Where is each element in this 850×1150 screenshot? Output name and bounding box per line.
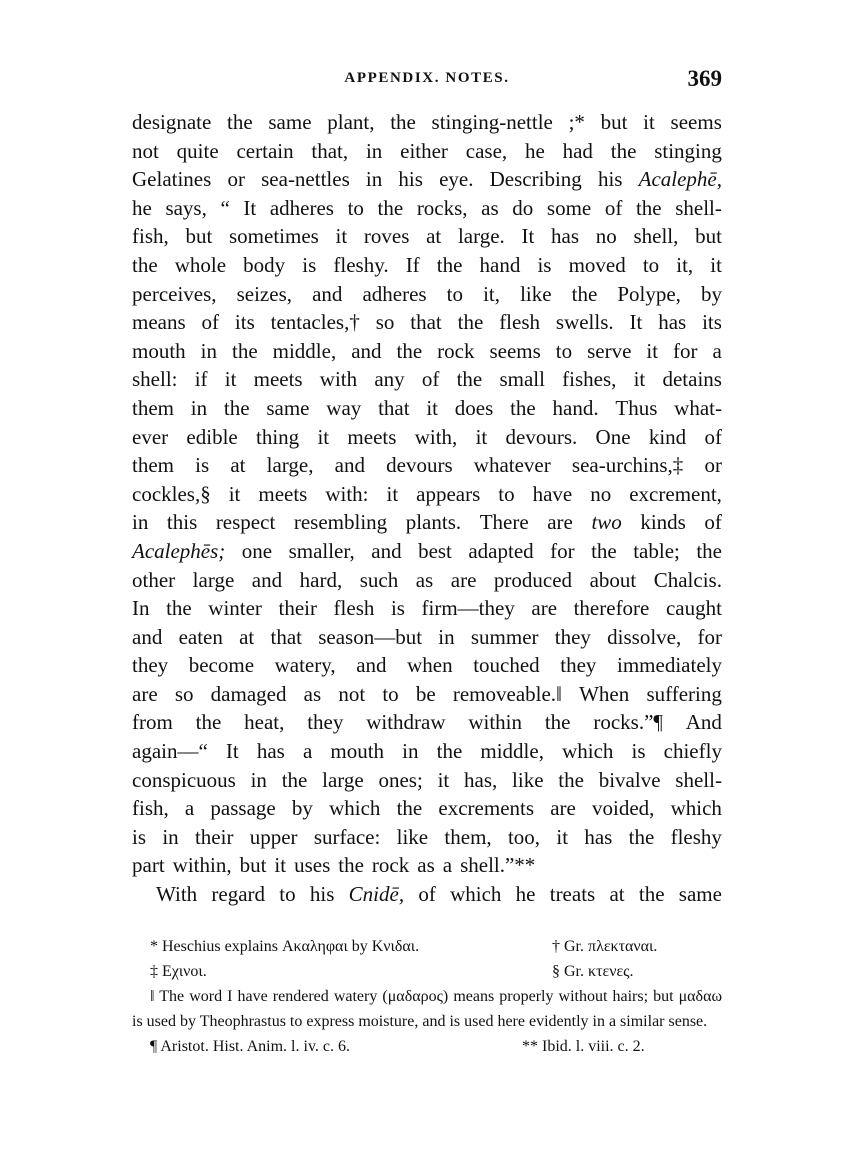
body-line: means of its tentacles,† so that the flesh swells. It has its [132, 310, 722, 335]
footnote-row-1 [132, 934, 722, 959]
body-line: fish, but sometimes it roves at large. It has no shell, but [132, 224, 722, 249]
body-line: Acalephēs; one smaller, and best adapted for the table; the [132, 538, 722, 563]
body-line: in this respect resembling plants. There are two kinds of [132, 510, 722, 535]
footnote-dagger: † Gr. πλεκταναι. [552, 938, 658, 955]
body-line: part within, but it uses the rock as a shell.”** [132, 853, 536, 878]
body-line: conspicuous in the large ones; it has, like the bivalve shell- [132, 767, 722, 792]
footnote-asterisk: * Heschius explains Ακαληφαι by Κνιδαι. [150, 938, 420, 955]
body-line: is in their upper surface: like them, too, it has the fleshy [132, 824, 722, 849]
footnote-parallel: ‖ The word I have rendered watery (μαδαρος) means properly without hairs; but μαδαω is used by Theophrastus to express moisture, and is used here evidently in a similar sense. [132, 988, 722, 1030]
body-line: are so damaged as not to be removeable.‖ When suffering [132, 681, 722, 706]
body-line: other large and hard, such as are produced about Chalcis. [132, 567, 722, 592]
footnotes [132, 934, 722, 1059]
footnote-pilcrow: ¶ Aristot. Hist. Anim. l. iv. c. 6. [150, 1038, 350, 1055]
footnote-double-asterisk: ** Ibid. l. viii. c. 2. [522, 1038, 645, 1055]
body-line: cockles,§ it meets with: it appears to have no excrement, [132, 481, 722, 506]
body-line: and eaten at that season—but in summer they dissolve, for [132, 624, 722, 649]
body-line: Gelatines or sea-nettles in his eye. Describing his Acalephē, [132, 167, 722, 192]
body-line: fish, a passage by which the excrements are voided, which [132, 796, 722, 821]
body-line: mouth in the middle, and the rock seems to serve it for a [132, 338, 722, 363]
body-text [132, 108, 722, 909]
page-number: 369 [687, 66, 722, 91]
body-line: With regard to his Cnidē, of which he treats at the same [156, 882, 722, 907]
running-title: APPENDIX. NOTES. [344, 70, 510, 86]
footnote-section: § Gr. κτενες. [552, 963, 634, 980]
footnote-row-2 [132, 959, 722, 984]
body-line: them in the same way that it does the hand. Thus what- [132, 395, 722, 420]
body-line: they become watery, and when touched they immediately [132, 653, 722, 678]
body-line: again—“ It has a mouth in the middle, which is chiefly [132, 739, 722, 764]
body-line: from the heat, they withdraw within the rocks.”¶ And [132, 710, 722, 735]
footnote-double-dagger: ‡ Εχινοι. [150, 963, 207, 980]
body-line: the whole body is fleshy. If the hand is moved to it, it [132, 252, 722, 277]
body-line: he says, “ It adheres to the rocks, as do some of the shell- [132, 195, 722, 220]
running-head [132, 66, 722, 96]
body-line: not quite certain that, in either case, he had the stinging [132, 138, 722, 163]
body-line: shell: if it meets with any of the small fishes, it detains [132, 367, 722, 392]
body-line: ever edible thing it meets with, it devours. One kind of [132, 424, 722, 449]
body-line: them is at large, and devours whatever sea-urchins,‡ or [132, 453, 722, 478]
body-line: In the winter their flesh is firm—they are therefore caught [132, 596, 722, 621]
footnote-row-4 [132, 1034, 722, 1059]
body-line: designate the same plant, the stinging-nettle ;* but it seems [132, 110, 722, 134]
body-line: perceives, seizes, and adheres to it, like the Polype, by [132, 281, 722, 306]
